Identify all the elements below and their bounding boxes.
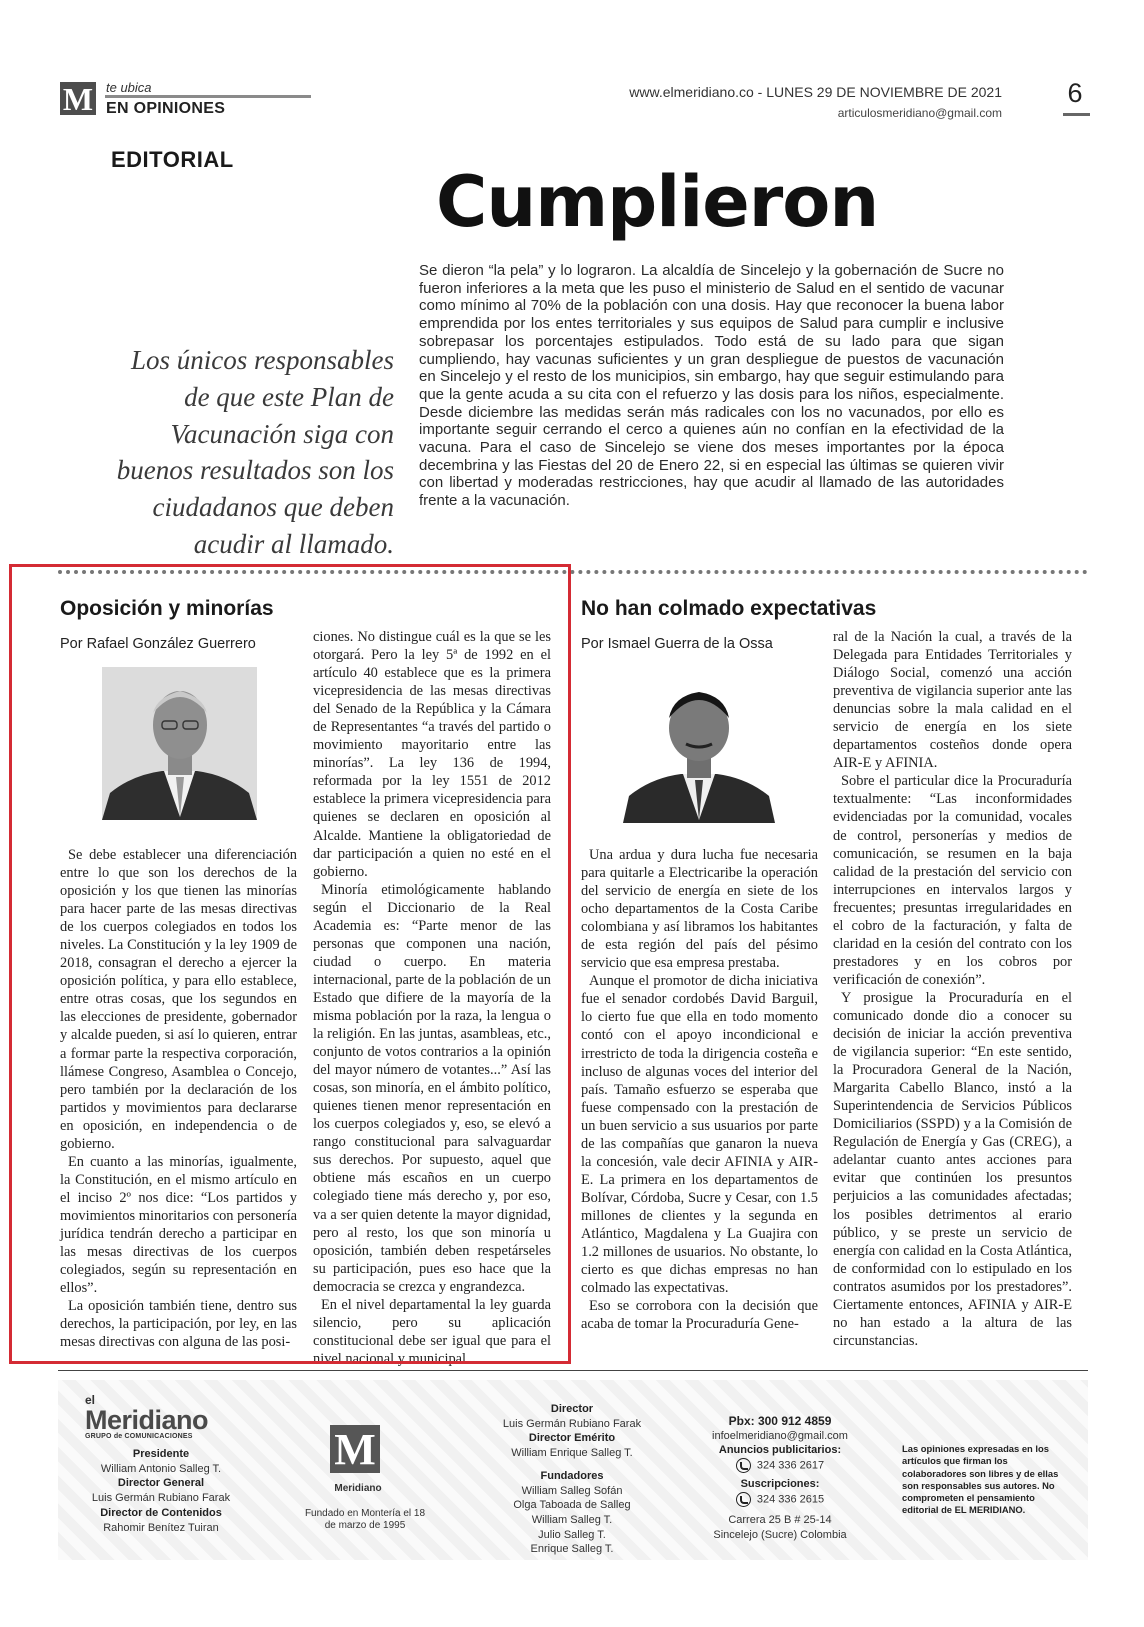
article-paragraph: Aunque el promotor de dicha iniciativa fue el senador cordobés David Barguil, lo cierto fue que ella en todo momento contó con el apoyo incondicional e irrestricto de toda la dirigencia costeña e incluso de algunas voces del interior del país. Tamaño esfuerzo se esperaba que fuese compensado con la prestación de un buen servicio a sus usuarios por parte de las compañías que ganaron la nueva la concesión, vale decir AFINIA y AIR-E. La primera en los departamentos de Bolívar, Córdoba, Sucre y Cesar, con 1.5 millones de clientes y la segunda en Atlántico, Magdalena y La Guajira con 1.2 millones de usuarios. No obstante, lo cierto es que dichas empresas no han colmado las expectativas. <box>581 973 818 1297</box>
anuncios-phone: 324 336 2617 <box>756 1459 825 1472</box>
fundador-name: William Salleg Sofán <box>521 1484 623 1497</box>
fundador-name: Julio Salleg T. <box>538 1528 606 1541</box>
director-label: Director <box>550 1403 594 1415</box>
footer-staff-left <box>70 1447 252 1535</box>
presidente-name: William Antonio Salleg T. <box>100 1462 222 1475</box>
logo-wordmark: Meridiano <box>85 1405 209 1435</box>
website-date-line: www.elmeridiano.co - LUNES 29 DE NOVIEMBRE DE 2021 <box>629 84 1002 100</box>
article-column-1 <box>581 846 818 1331</box>
anuncios-row <box>690 1458 870 1473</box>
suscripciones-row <box>690 1492 870 1507</box>
meridiano-m-logo-icon: M <box>330 1425 380 1473</box>
anuncios-label: Anuncios publicitarios: <box>718 1444 842 1457</box>
director-name: Luis Germán Rubiano Farak <box>502 1417 642 1430</box>
meridiano-m-label: Meridiano <box>334 1483 382 1494</box>
fundador-name: William Salleg T. <box>531 1513 613 1526</box>
editorial-pullquote: Los únicos responsables de que este Plan de Vacunación siga con buenos resultados son los ciudadanos que deben acudir al llamado. <box>116 345 394 559</box>
editorial-label: EDITORIAL <box>111 147 234 172</box>
suscripciones-phone: 324 336 2615 <box>756 1493 825 1506</box>
fundadores-label: Fundadores <box>540 1469 604 1482</box>
article-paragraph: Una ardua y dura lucha fue necesaria para quitarle a Electricaribe la operación del servicio de energía en siete de los ocho departamentos de la Costa Caribe colombiana y así libramos los habitantes de esta región del país del pésimo servicio que esa empresa prestaba. <box>581 847 818 972</box>
brand-tagline: te ubica <box>106 80 152 95</box>
article-byline: Por Rafael González Guerrero <box>60 636 256 652</box>
pbx-phone: Pbx: 300 912 4859 <box>728 1414 832 1428</box>
address-line-2: Sincelejo (Sucre) Colombia <box>713 1528 847 1541</box>
article-paragraph: Minoría etimológicamente hablando según el Diccionario de la Real Academia es: “Parte menor de las personas que componen una nación, ciudad o cuerpo. En materia internacional, parte de la población de un Estado que difiere de la mayoría de la misma población por la raza, la lengua o la religión. En las juntas, asambleas, etc., conjunto de votos contrarios a la opinión del mayor número de votantes...” Así las cosas, son minoría, en el ámbito político, quienes tienen menor representación en los cuerpos colegiados y, eso, se elevó a rango constitucional para salvaguardar sus derechos. Por supuesto, aquel que obtiene más escaños en un cuerpo colegiado tiene más derecho y, por eso, va a ser quien detente la mayor dignidad, pero al resto, los que son minoría u oposición, también deben respetárseles su participación, pues eso hace que la democracia se crezca y engrandezca. <box>313 881 551 1295</box>
director-contenidos-name: Rahomir Benítez Tuiran <box>103 1521 219 1534</box>
meridiano-logo-icon: M <box>60 82 96 115</box>
logo-el: el <box>85 1393 96 1407</box>
director-contenidos-label: Director de Contenidos <box>100 1506 222 1519</box>
whatsapp-icon <box>736 1458 751 1473</box>
article-paragraph: Se debe establecer una diferenciación entre lo que son los derechos de la oposición y los que tienen las minorías para hacer parte de las mesas directivas de los cuerpos colegiados en todos los niveles. La Constitución y la ley 1909 de 2018, consagran el derecho a ejercer la oposición política, y para ello establece, entre otras cosas, que los segundos en las elecciones de presidente, gobernador y alcalde pueden, si así lo quieren, entrar a formar parte la respectiva corporación, llámese Congreso, Asamblea o Concejo, pero también por la declaración de los partidos y movimientos para declararse en oposición, en independencia o de gobierno. <box>60 847 297 1152</box>
founded-note: Fundado en Montería el 18 de marzo de 1995 <box>304 1508 426 1531</box>
director-general-label: Director General <box>117 1477 205 1490</box>
editorial-headline: Cumplieron <box>436 161 879 243</box>
director-emerito-name: William Enrique Salleg T. <box>511 1447 633 1460</box>
article-column-2 <box>833 628 1072 1349</box>
brand-rule <box>105 95 311 98</box>
article-title: No han colmado expectativas <box>581 597 877 620</box>
section-brand: EN OPINIONES <box>106 100 226 117</box>
author-photo <box>623 668 775 823</box>
article-paragraph: ral de la Nación la cual, a través de la Delegada para Entidades Territoriales y Diálogo Social, comenzó una acción preventiva de vigilancia superior ante las denuncias sobre la mala calidad en el servicio de energía en los siete departamentos costeños donde opera AIR-E y AFINIA. <box>833 629 1072 772</box>
article-paragraph: ciones. No distingue cuál es la que se les otorgará. Pero la ley 5ª de 1992 en el artículo 40 establece que es la primera vicepresidencia de las mesas directivas del Senado de la República y la Cámara de Representantes “a través del partido o movimiento mayoritario entre las minorías”. La ley 136 de 1994, reformada por la ley 1551 de 2012 establece la primera vicepresidencia para quienes se declaren en oposición al Alcalde. Mantiene la obligatoriedad de dar participación a quien no esté en el gobierno. <box>313 629 551 880</box>
highlight-box <box>9 564 571 1364</box>
meridiano-group-logo <box>85 1393 230 1440</box>
presidente-label: Presidente <box>132 1448 190 1460</box>
footer-staff-center <box>478 1402 666 1557</box>
article-paragraph: Sobre el particular dice la Procuraduría textualmente: “Las inconformidades evidenciadas por la comunidad, vocales de control, personerías y medios de comunicación, se resumen en la baja calidad de la prestación del servicio con interrupciones en intervalos largos y frecuentes; presuntas irregularidades en el cobro de la facturación, y falta de claridad en la cesión del contrato con los prestadores y en los cobros por verificación de conexión”. <box>833 773 1072 988</box>
director-general-name: Luis Germán Rubiano Farak <box>91 1492 231 1505</box>
header-email: articulosmeridiano@gmail.com <box>837 106 1002 120</box>
article-paragraph: La oposición también tiene, dentro sus derechos, la participación, por ley, en las mesas directivas con alguna de las posi- <box>60 1298 297 1351</box>
article-paragraph: Y prosigue la Procuraduría en el comunicado donde dio a conocer su decisión de iniciar la acción preventiva de vigilancia superior: “En este sentido, la Procuradora General de la Nación, Margarita Cabello Blanco, instó a la Superintendencia de Servicios Públicos Domiciliarios (SSPD) y a la Comisión de Regulación de Energía y Gas (CREG), a adelantar cuanto antes acciones para evitar que continúen los presuntos perjuicios a las comunidades afectadas; los posibles detrimentos al erario público, y se preste un servicio de energía con calidad en la Costa Atlántica, de conformidad con lo estipulado en los contratos asumidos por los prestadores”. Ciertamente entonces, AFINIA y AIR-E no han estado a la altura de las circunstancias. <box>833 989 1072 1349</box>
article-paragraph: Eso se corrobora con la decisión que acaba de tomar la Procuraduría Gene- <box>581 1298 818 1333</box>
page-number-rule <box>1063 113 1090 116</box>
suscripciones-label: Suscripciones: <box>740 1478 820 1491</box>
address-line-1: Carrera 25 B # 25-14 <box>728 1514 832 1527</box>
contact-email: infoelmeridiano@gmail.com <box>712 1429 848 1442</box>
footer-rule <box>58 1370 1088 1371</box>
logo-subtitle: GRUPO de COMUNICACIONES <box>85 1433 193 1440</box>
editorial-body: Se dieron “la pela” y lo lograron. La alcaldía de Sincelejo y la gobernación de Sucre no fueron inferiores a la meta que les puso el ministerio de Salud en el sentido de vacunar como mínimo al 70% de la población con una dosis. Hay que reconocer la buena labor emprendida por los entes territoriales y sus equipos de Salud para cumplir e inclusive sobrepasar los porcentajes estipulados. Todo está de su lado para que sigan cumpliendo, hay vacunas suficientes y un gran despliegue de puestos de vacunación en Sincelejo y el resto de los municipios, sin embargo, hay que seguir estimulando para que la gente acuda a su cita con el refuerzo y las dosis para los niños, especialmente. Desde diciembre las medidas serán más radicales con los no vacunados, por ello es importante seguir cerrando el cerco a quienes aún no confían en la efectividad de la vacuna. Para el caso de Sincelejo se viene dos meses importantes por la época decembrina y las Fiestas del 20 de Enero 22, si en especial las últimas se quieren vivir con libertad y moderadas restricciones, hay que acudir al llamado de las autoridades frente a la vacunación. <box>419 262 1004 510</box>
footer-contact <box>690 1414 870 1542</box>
article-paragraph: En cuanto a las minorías, igualmente, la Constitución, en el mismo artículo en el inciso 2º nos dice: “Los partidos y movimientos minoritarios con personería jurídica tendrán derecho a participar en las mesas directivas de los cuerpos colegiados, según su representación en ellos”. <box>60 1153 297 1297</box>
article-paragraph: En el nivel departamental la ley guarda silencio, pero su aplicación constitucional debe ser igual que para el nivel nacional y municipal. <box>313 1296 551 1367</box>
whatsapp-icon <box>736 1492 751 1507</box>
opinion-disclaimer: Las opiniones expresadas en los artículos que firman los colaboradores son libres y de ellas son responsables sus autores. No comprometen el pensamiento editorial de EL MERIDIANO. <box>902 1443 1059 1516</box>
article-title: Oposición y minorías <box>60 597 274 620</box>
director-emerito-label: Director Emérito <box>528 1432 616 1445</box>
fundador-name: Olga Taboada de Salleg <box>513 1499 631 1512</box>
fundador-name: Enrique Salleg T. <box>530 1543 614 1556</box>
page-number: 6 <box>1067 78 1083 108</box>
article-byline: Por Ismael Guerra de la Ossa <box>581 636 773 652</box>
